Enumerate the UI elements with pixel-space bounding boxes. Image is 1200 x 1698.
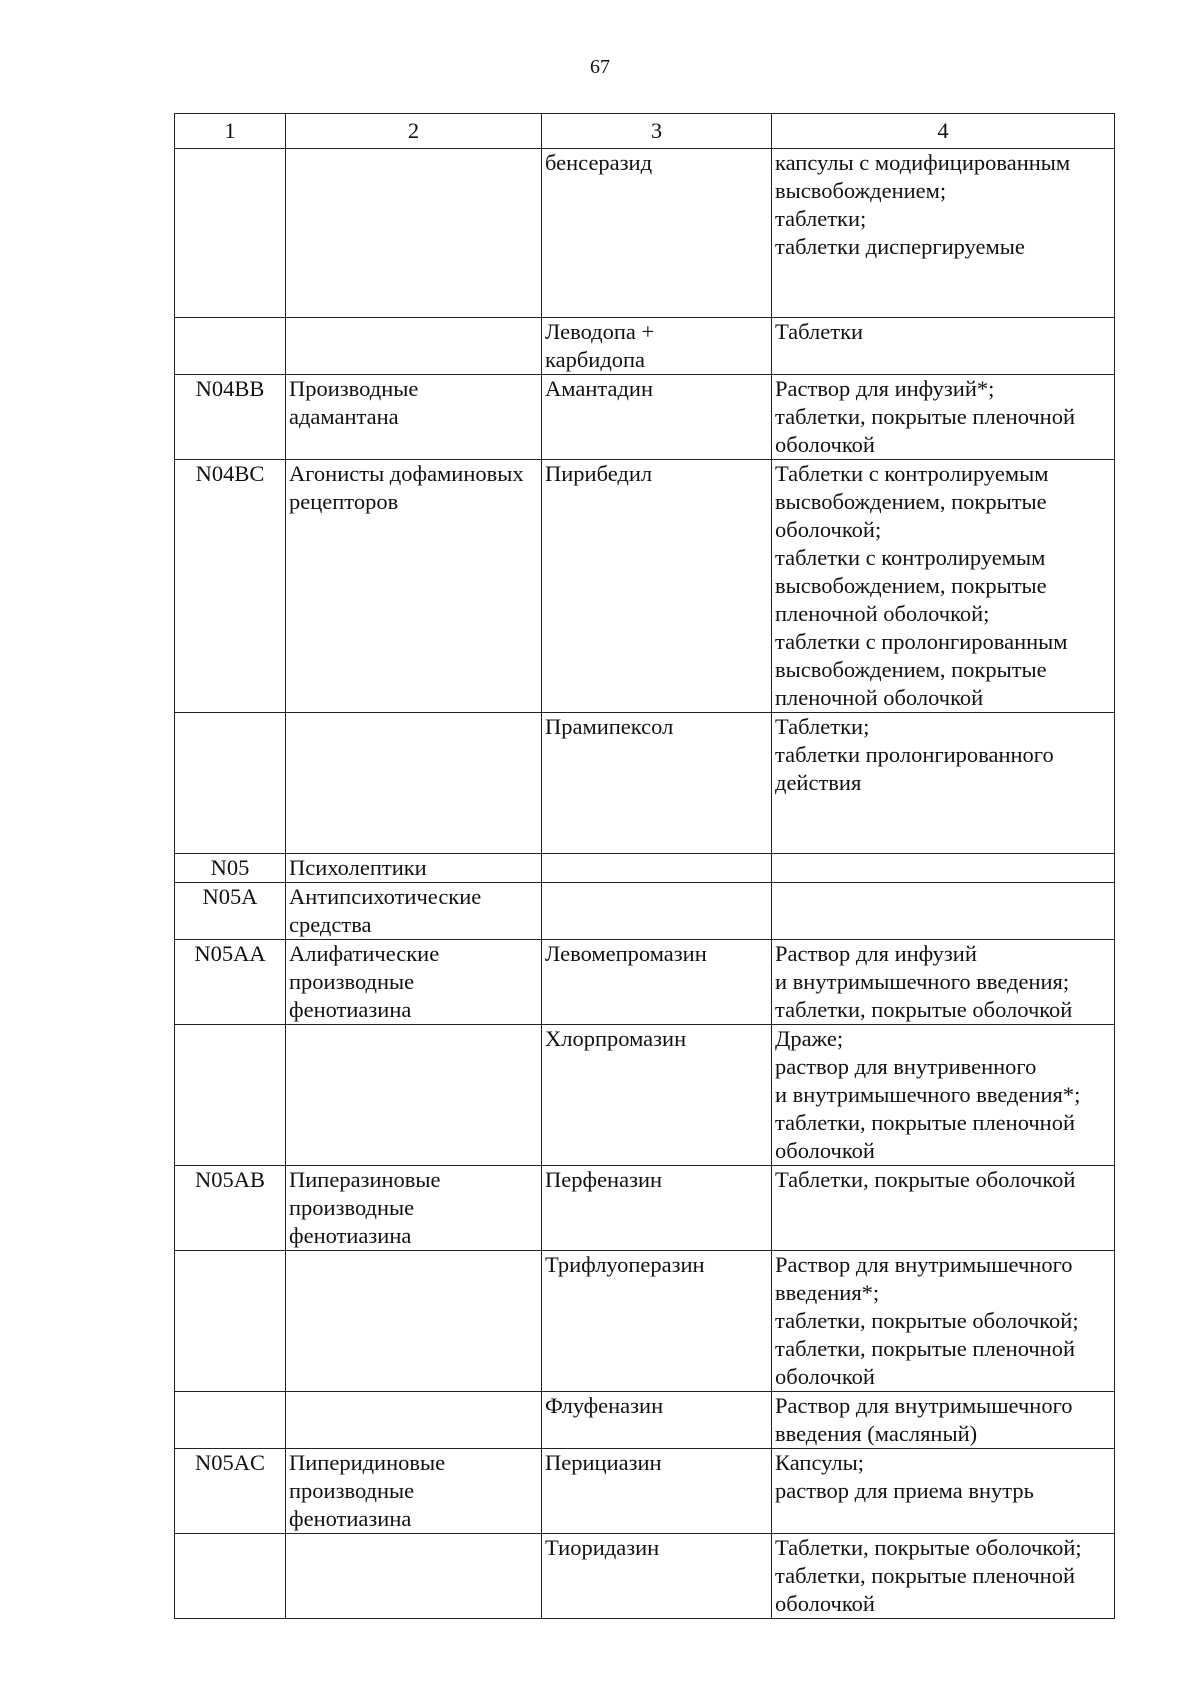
- dosage-form-line: таблетки с пролонгированным: [775, 629, 1068, 654]
- dosage-forms-cell: [772, 854, 1115, 883]
- dosage-form-line: оболочкой: [775, 1591, 875, 1616]
- atc-code-cell: [175, 149, 286, 318]
- group-name-cell: [286, 1392, 542, 1449]
- dosage-forms-cell: [772, 149, 1115, 318]
- dosage-form-line: высвобождением, покрытые: [775, 657, 1047, 682]
- dosage-form-line: таблетки, покрытые оболочкой: [775, 997, 1073, 1022]
- atc-code-cell: [175, 1392, 286, 1449]
- dosage-form-line: пленочной оболочкой: [775, 685, 984, 710]
- drug-name-cell: Тиоридазин: [542, 1534, 772, 1619]
- column-header-3: 3: [542, 114, 772, 149]
- header-row: [175, 114, 1115, 149]
- atc-code-cell: N05AC: [175, 1449, 286, 1534]
- dosage-forms-cell: [772, 1392, 1115, 1449]
- group-name-cell: Пиперидиновые производные фенотиазина: [286, 1449, 542, 1534]
- group-name-cell: [286, 149, 542, 318]
- drug-name-cell: Пирибедил: [542, 460, 772, 713]
- atc-code-cell: [175, 1251, 286, 1392]
- drug-name-cell: бенсеразид: [542, 149, 772, 318]
- table-row: [175, 883, 1115, 940]
- dosage-form-line: Раствор для внутримышечного: [775, 1252, 1073, 1277]
- dosage-form-line: и внутримышечного введения*;: [775, 1082, 1081, 1107]
- drug-name-cell: [542, 883, 772, 940]
- dosage-forms-cell: [772, 1534, 1115, 1619]
- group-name-cell: Психолептики: [286, 854, 542, 883]
- group-name-cell: [286, 1251, 542, 1392]
- dosage-form-line: Драже;: [775, 1026, 844, 1051]
- drug-table: [174, 113, 1115, 1619]
- group-name-cell: [286, 1534, 542, 1619]
- dosage-form-line: высвобождением, покрытые: [775, 573, 1047, 598]
- dosage-form-line: таблетки, покрытые пленочной: [775, 1563, 1076, 1588]
- table-body: [175, 149, 1115, 1619]
- atc-code-cell: N05A: [175, 883, 286, 940]
- column-header-4: 4: [772, 114, 1115, 149]
- group-name-cell: [286, 1025, 542, 1166]
- table-row: [175, 1534, 1115, 1619]
- dosage-forms-cell: [772, 1251, 1115, 1392]
- dosage-forms-cell: [772, 883, 1115, 940]
- atc-code-cell: [175, 318, 286, 375]
- dosage-form-line: таблетки диспергируемые: [775, 234, 1025, 259]
- dosage-form-line: Раствор для инфузий: [775, 941, 977, 966]
- dosage-forms-cell: [772, 318, 1115, 375]
- dosage-forms-cell: [772, 375, 1115, 460]
- drug-name-cell: Леводопа + карбидопа: [542, 318, 772, 375]
- atc-code-cell: N04BB: [175, 375, 286, 460]
- table-row: [175, 713, 1115, 854]
- dosage-form-line: Таблетки, покрытые оболочкой: [775, 1167, 1076, 1192]
- dosage-form-line: пленочной оболочкой;: [775, 601, 990, 626]
- dosage-form-line: введения (масляный): [775, 1421, 978, 1446]
- atc-code-cell: N05: [175, 854, 286, 883]
- drug-name-cell: Трифлуоперазин: [542, 1251, 772, 1392]
- drug-name-cell: Перфеназин: [542, 1166, 772, 1251]
- group-name-cell: [286, 713, 542, 854]
- dosage-forms-cell: [772, 940, 1115, 1025]
- dosage-form-line: таблетки, покрытые пленочной: [775, 404, 1076, 429]
- atc-code-cell: [175, 1534, 286, 1619]
- drug-name-cell: [542, 854, 772, 883]
- dosage-forms-cell: [772, 713, 1115, 854]
- drug-name-cell: Амантадин: [542, 375, 772, 460]
- table-row: [175, 1392, 1115, 1449]
- atc-code-cell: N05AB: [175, 1166, 286, 1251]
- table-row: [175, 149, 1115, 318]
- atc-code-cell: N04BC: [175, 460, 286, 713]
- group-name-cell: Производные адамантана: [286, 375, 542, 460]
- table-row: [175, 1166, 1115, 1251]
- group-name-cell: Алифатические производные фенотиазина: [286, 940, 542, 1025]
- dosage-form-line: таблетки, покрытые пленочной: [775, 1336, 1076, 1361]
- dosage-form-line: высвобождением;: [775, 178, 947, 203]
- dosage-forms-cell: [772, 1166, 1115, 1251]
- dosage-form-line: Раствор для инфузий*;: [775, 376, 995, 401]
- table-row: [175, 318, 1115, 375]
- dosage-form-line: Таблетки;: [775, 714, 870, 739]
- table-header: [175, 114, 1115, 149]
- table-row: [175, 854, 1115, 883]
- dosage-form-line: оболочкой: [775, 432, 875, 457]
- dosage-form-line: Капсулы;: [775, 1450, 864, 1475]
- group-name-cell: Антипсихотические средства: [286, 883, 542, 940]
- table-row: [175, 375, 1115, 460]
- atc-code-cell: N05AA: [175, 940, 286, 1025]
- dosage-form-line: раствор для внутривенного: [775, 1054, 1037, 1079]
- dosage-forms-cell: [772, 1449, 1115, 1534]
- column-header-2: 2: [286, 114, 542, 149]
- dosage-forms-cell: [772, 1025, 1115, 1166]
- column-header-1: 1: [175, 114, 286, 149]
- group-name-cell: Агонисты дофаминовых рецепторов: [286, 460, 542, 713]
- table-row: [175, 940, 1115, 1025]
- dosage-form-line: Раствор для внутримышечного: [775, 1393, 1073, 1418]
- atc-code-cell: [175, 713, 286, 854]
- dosage-form-line: таблетки, покрытые оболочкой;: [775, 1308, 1079, 1333]
- atc-code-cell: [175, 1025, 286, 1166]
- dosage-form-line: и внутримышечного введения;: [775, 969, 1070, 994]
- page-number: 67: [590, 56, 610, 78]
- dosage-form-line: введения*;: [775, 1280, 880, 1305]
- dosage-form-line: оболочкой;: [775, 517, 882, 542]
- group-name-cell: Пиперазиновые производные фенотиазина: [286, 1166, 542, 1251]
- dosage-form-line: таблетки, покрытые пленочной: [775, 1110, 1076, 1135]
- drug-name-cell: Прамипексол: [542, 713, 772, 854]
- dosage-form-line: таблетки с контролируемым: [775, 545, 1046, 570]
- drug-name-cell: Перициазин: [542, 1449, 772, 1534]
- drug-name-cell: Левомепромазин: [542, 940, 772, 1025]
- table-row: [175, 1251, 1115, 1392]
- drug-name-cell: Флуфеназин: [542, 1392, 772, 1449]
- table-row: [175, 460, 1115, 713]
- dosage-form-line: раствор для приема внутрь: [775, 1478, 1034, 1503]
- dosage-form-line: оболочкой: [775, 1364, 875, 1389]
- dosage-form-line: Таблетки с контролируемым: [775, 461, 1049, 486]
- dosage-form-line: таблетки;: [775, 206, 867, 231]
- dosage-form-line: Таблетки: [775, 319, 864, 344]
- dosage-form-line: действия: [775, 770, 862, 795]
- table-row: [175, 1025, 1115, 1166]
- dosage-form-line: оболочкой: [775, 1138, 875, 1163]
- dosage-form-line: высвобождением, покрытые: [775, 489, 1047, 514]
- dosage-forms-cell: [772, 460, 1115, 713]
- drug-name-cell: Хлорпромазин: [542, 1025, 772, 1166]
- dosage-form-line: таблетки пролонгированного: [775, 742, 1054, 767]
- dosage-form-line: Таблетки, покрытые оболочкой;: [775, 1535, 1082, 1560]
- table-row: [175, 1449, 1115, 1534]
- group-name-cell: [286, 318, 542, 375]
- dosage-form-line: капсулы с модифицированным: [775, 150, 1071, 175]
